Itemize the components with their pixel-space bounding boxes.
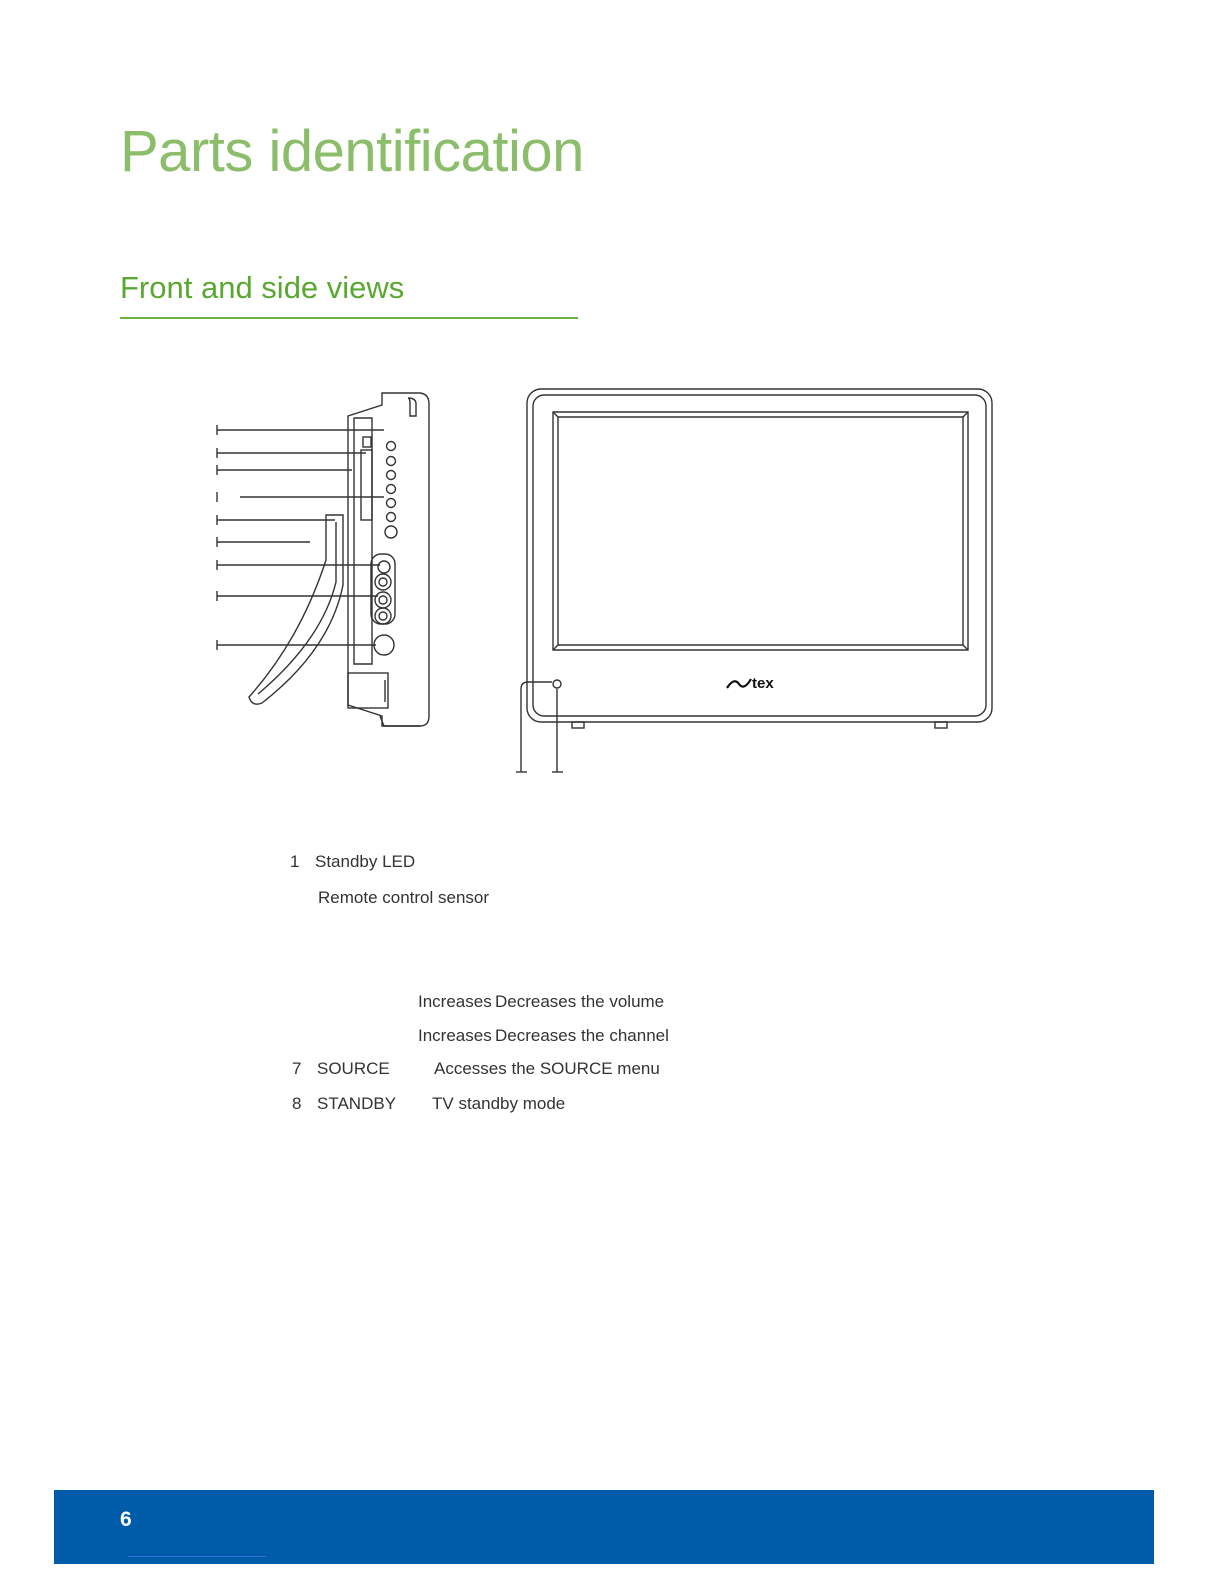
legend-name: Remote control sensor [318,888,490,907]
legend-name: Increases [418,1026,492,1045]
footer-bar [54,1490,1154,1564]
legend-name: Increases [418,992,492,1011]
section-heading: Front and side views [120,270,405,305]
legend-row-7 [292,1059,660,1079]
legend-desc: TV standby mode [432,1094,566,1113]
legend-desc: Decreases the volume [495,992,665,1011]
legend-row-channel [418,1026,669,1046]
legend-row-8 [292,1094,566,1114]
legend-name: Standby LED [315,852,416,871]
legend-number: 8 [292,1094,302,1113]
legend-row-1 [290,852,416,872]
tv-stand [249,515,343,704]
legend-name: STANDBY [317,1094,397,1113]
brand-logo [727,675,774,692]
front-callout-lines [516,682,563,772]
legend-number: 1 [290,852,300,871]
legend-row-volume [418,992,665,1012]
tv-side-view [348,393,429,726]
page-title: Parts identification [120,119,584,184]
svg-text:tex: tex [752,675,774,692]
side-callout-lines [217,425,384,650]
legend-row-2 [318,888,489,908]
standby-led-indicator [553,680,561,688]
legend-number: 7 [292,1059,302,1078]
legend-desc: Decreases the channel [495,1026,669,1045]
legend-desc: Accesses the SOURCE menu [434,1059,660,1078]
page-number: 6 [120,1508,132,1531]
footer-link-underline [128,1556,266,1557]
legend-name: SOURCE [317,1059,390,1078]
